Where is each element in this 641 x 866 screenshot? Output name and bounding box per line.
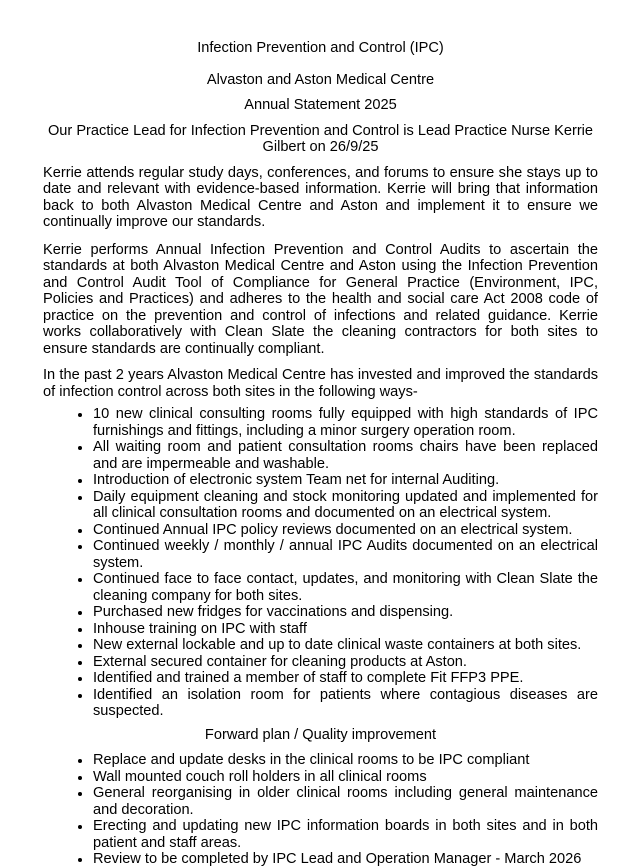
document-subtitle: Alvaston and Aston Medical Centre — [206, 71, 435, 88]
investments-list-item: • Introduction of electronic system Team net for internal Auditing. — [92, 472, 598, 489]
forward-plan-list-item: • General reorganising in older clinical rooms including general maintenance and decoration. — [92, 785, 598, 818]
paragraph-audits: Kerrie performs Annual Infection Prevention and Control Audits to ascertain the standards at both Alvaston Medical Centre and Aston using the Infection Prevention and Control Audit Tool of Compliance for General Practice (Environment, IPC, Policies and Practices) and adheres to the health and social care Act 2008 code of practice on the prevention and control of infections and related guidance. Kerrie works collaboratively with Clean Slate the cleaning contractors for both sites to ensure standards are continually compliant. — [43, 241, 598, 357]
investments-list-item: • Continued Annual IPC policy reviews documented on an electrical system. — [92, 522, 598, 539]
practice-lead-statement: Our Practice Lead for Infection Prevention and Control is Lead Practice Nurse Kerrie Gilbert on 26/9/25 — [47, 122, 594, 155]
investments-list — [43, 406, 598, 720]
investments-list-item: • Daily equipment cleaning and stock monitoring updated and implemented for all clinical consultation rooms and documented on an electrical system. — [92, 489, 598, 522]
annual-statement-heading: Annual Statement 2025 — [244, 97, 397, 113]
investments-list-item: • All waiting room and patient consultation rooms chairs have been replaced and are impermeable and washable. — [92, 439, 598, 472]
investments-list-item: • Continued weekly / monthly / annual IPC Audits documented on an electrical system. — [92, 538, 598, 571]
investments-list-item: • Inhouse training on IPC with staff — [92, 621, 598, 638]
investments-list-item: • Continued face to face contact, updates, and monitoring with Clean Slate the cleaning company for both sites. — [92, 571, 598, 604]
forward-plan-list — [43, 752, 598, 866]
paragraph-investments-intro: In the past 2 years Alvaston Medical Centre has invested and improved the standards of infection control across both sites in the following ways- — [43, 367, 598, 400]
forward-plan-list-item: • Review to be completed by IPC Lead and Operation Manager - March 2026 — [92, 851, 598, 866]
forward-plan-list-item: • Replace and update desks in the clinical rooms to be IPC compliant — [92, 752, 598, 769]
investments-list-item: • Identified an isolation room for patients where contagious diseases are suspected. — [92, 687, 598, 720]
paragraph-study-days: Kerrie attends regular study days, conferences, and forums to ensure she stays up to date and relevant with evidence-based information. Kerrie will bring that information back to both Alvaston Medical Centre and Aston and implement it to ensure we continually improve our standards. — [43, 164, 598, 230]
investments-list-item: • Purchased new fridges for vaccinations and dispensing. — [92, 604, 598, 621]
forward-plan-heading: Forward plan / Quality improvement — [204, 726, 437, 743]
forward-plan-list-item: • Erecting and updating new IPC information boards in both sites and in both patient and staff areas. — [92, 818, 598, 851]
investments-list-item: • External secured container for cleaning products at Aston. — [92, 654, 598, 671]
investments-list-item: • New external lockable and up to date clinical waste containers at both sites. — [92, 637, 598, 654]
investments-list-item: • Identified and trained a member of staff to complete Fit FFP3 PPE. — [92, 670, 598, 687]
investments-list-item: • 10 new clinical consulting rooms fully equipped with high standards of IPC furnishings and fittings, including a minor surgery operation room. — [92, 406, 598, 439]
forward-plan-list-item: • Wall mounted couch roll holders in all clinical rooms — [92, 769, 598, 786]
document-title: Infection Prevention and Control (IPC) — [197, 40, 444, 56]
